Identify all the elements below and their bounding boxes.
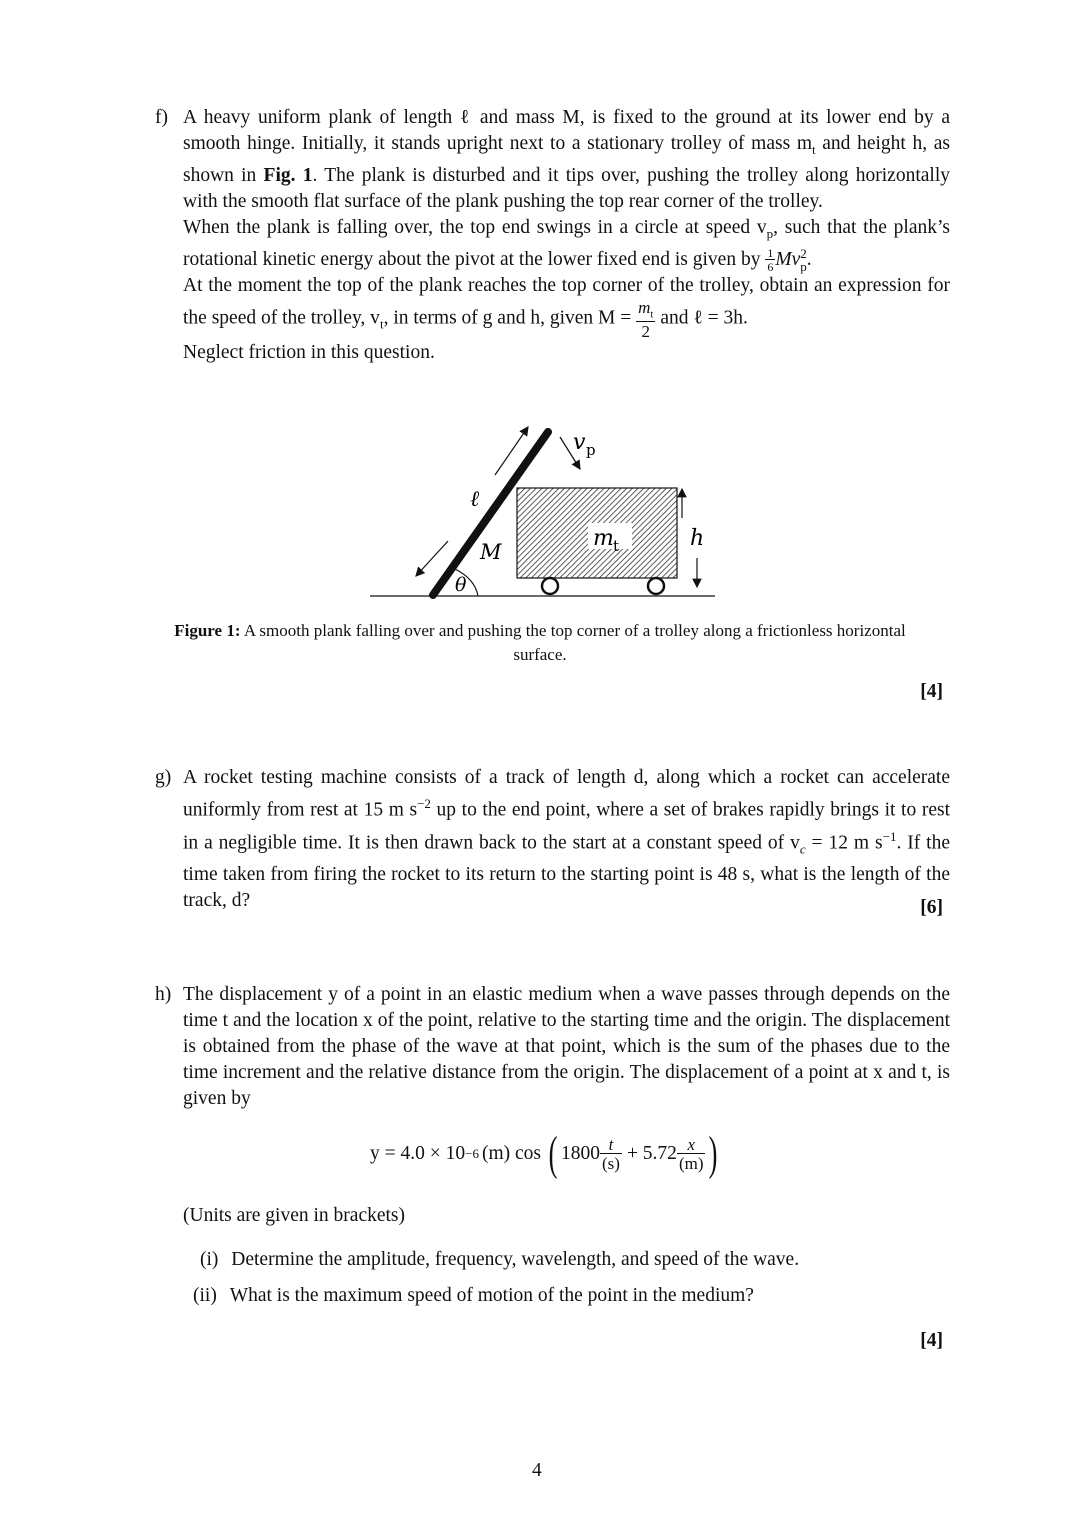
- label-h: h: [690, 526, 705, 551]
- question-g-body: A rocket testing machine consists of a track of length d, along which a rocket can accelerate uniformly from rest at 15 m $s^{-2}$ up to the end point, where a set of brakes rapidly brings it to rest in a negligible time. It is then drawn back to the start at a constant speed of $v_c = 12$ m $s^{-1}$. If the time taken from firing the rocket to its return to the starting point is 48 s, what is the length of the track, d?: [183, 767, 950, 911]
- question-label-f: f): [155, 107, 168, 128]
- marks-g: [6]: [920, 897, 943, 918]
- question-h: [155, 982, 950, 1112]
- left-paren: (: [548, 1127, 558, 1180]
- fraction-t-over-s: $\frac{t}{(s)}$: [601, 1135, 620, 1173]
- figure-caption: Figure 1: A smooth plank falling over and pushing the top corner of a trolley along a frictionless horizontal surface.: [174, 621, 906, 664]
- fraction-x-over-m: $\frac{x}{(m)}$: [678, 1135, 704, 1173]
- fraction-mt-over-2: $\frac{m_t}{2}$: [638, 298, 654, 341]
- fraction-one-sixth: $\frac{1}{6}$: [767, 246, 774, 275]
- subquestion-i: (i) Determine the amplitude, frequency, wavelength, and speed of the wave.: [200, 1249, 800, 1270]
- units-note: (Units are given in brackets): [183, 1205, 406, 1226]
- label-mt: m: [593, 526, 614, 551]
- label-ell: ℓ: [470, 487, 480, 512]
- fig-reference: Fig. 1: [263, 164, 313, 186]
- marks-h: [4]: [920, 1330, 943, 1351]
- label-vp: v: [573, 430, 586, 455]
- question-f-body: [183, 105, 950, 366]
- wave-equation: y = 4.0 × 10 −6 (m) cos ( 1800 $\frac{t}{(s)}$ + 5.72 $\frac{x}{(m)}$ ): [370, 1127, 718, 1180]
- length-arrow-lower: [416, 541, 448, 576]
- question-f-para-1: A heavy uniform plank of length ℓ and mass M, is fixed to the ground at its lower end by a smooth hinge. Initially, it stands upright next to a stationary trolley of mass $m_t$ and height h, as shown in Fig. 1. The plank is disturbed and it tips over, pushing the trolley along horizontally with the smooth flat surface of the plank pushing the top rear corner of the trolley.: [183, 107, 950, 212]
- subquestion-ii: (ii) What is the maximum speed of motion of the point in the medium?: [193, 1285, 754, 1306]
- label-theta: θ: [455, 574, 467, 596]
- label-M: M: [480, 540, 502, 564]
- question-label-g: g): [155, 767, 172, 788]
- question-f-para-4: Neglect friction in this question.: [183, 341, 435, 363]
- page-number: 4: [532, 1460, 542, 1481]
- question-f: [155, 105, 950, 366]
- label-vp-sub: p: [586, 441, 596, 459]
- label-mt-sub: t: [613, 537, 620, 555]
- trolley-wheel-right: [648, 578, 664, 594]
- question-g: [155, 765, 950, 914]
- question-f-para-3: At the moment the top of the plank reaches the top corner of the trolley, obtain an expression for the speed of the trolley, $v_t$, in terms of g and h, given M = $\frac{m_t}{2}$ and ℓ = 3h.: [183, 275, 950, 341]
- marks-f: [4]: [920, 681, 943, 702]
- right-paren: ): [709, 1127, 718, 1180]
- question-label-h: h): [155, 984, 172, 1005]
- figure-plank-trolley: [360, 415, 720, 605]
- trolley-wheel-left: [542, 578, 558, 594]
- question-h-body: The displacement y of a point in an elastic medium when a wave passes through depends on the time t and the location x of the point, relative to the starting time and the origin. The displacement is obtained from the phase of the wave at that point, which is the sum of the phases due to the time increment and the relative distance from the origin. The displacement of a point at x and t, is given by: [183, 984, 950, 1109]
- question-f-para-2: When the plank is falling over, the top end swings in a circle at speed $v_p$, such that the plank’s rotational kinetic energy about the pivot at the lower fixed end is given by $\frac{1}{6}$ Mv 2 p .: [183, 216, 950, 275]
